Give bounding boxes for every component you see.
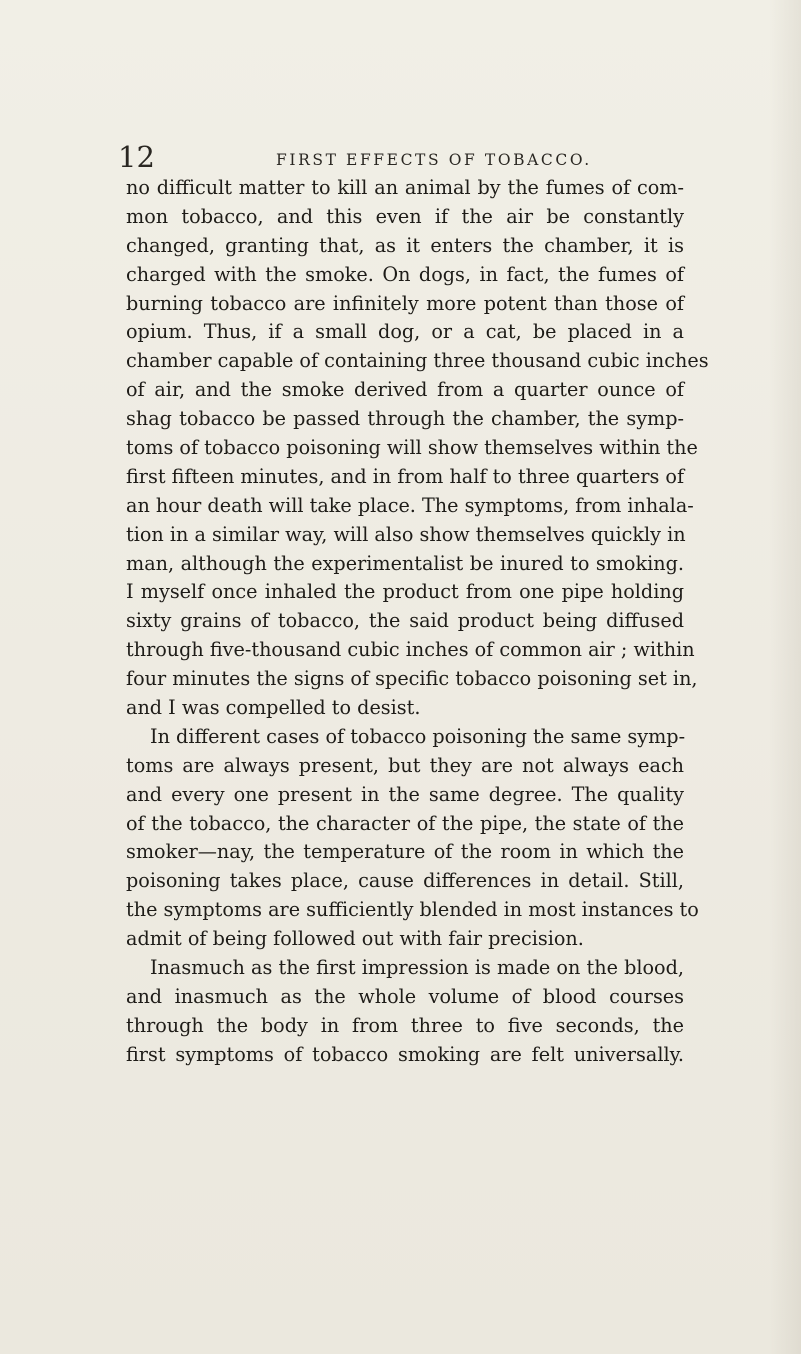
- text-line: I myself once inhaled the product from one pipe holding: [126, 580, 684, 604]
- text-line: mon tobacco, and this even if the air be constantly: [126, 204, 684, 228]
- text-line: poisoning takes place, cause differences in detail. Still,: [126, 869, 684, 893]
- text-line: first symptoms of tobacco smoking are felt universally.: [126, 1042, 684, 1066]
- text-line: charged with the smoke. On dogs, in fact, the fumes of: [126, 262, 684, 286]
- text-line: first fifteen minutes, and in from half to three quarters of: [126, 464, 685, 488]
- running-head: [118, 140, 678, 174]
- text-line: of air, and the smoke derived from a quarter ounce of: [126, 378, 684, 402]
- text-line: man, although the experimentalist be inured to smoking.: [126, 551, 684, 575]
- text-line: toms of tobacco poisoning will show themselves within the: [126, 436, 698, 460]
- text-line: through the body in from three to five seconds, the: [126, 1013, 684, 1037]
- paragraph-start-line: In different cases of tobacco poisoning the same symp-: [150, 724, 686, 748]
- text-line: and every one present in the same degree. The quality: [126, 782, 684, 806]
- text-line: chamber capable of containing three thousand cubic inches: [126, 349, 709, 373]
- text-line: through five-thousand cubic inches of common air ; within: [126, 638, 695, 662]
- text-line: admit of being followed out with fair precision.: [126, 927, 584, 951]
- text-line: sixty grains of tobacco, the said product being diffused: [126, 609, 684, 633]
- running-title: FIRST EFFECTS OF TOBACCO.: [276, 151, 592, 169]
- text-line: toms are always present, but they are not always each: [126, 753, 684, 777]
- text-line: and I was compelled to desist.: [126, 696, 421, 720]
- text-line: no difficult matter to kill an animal by the fumes of com-: [126, 176, 684, 199]
- text-line: burning tobacco are infinitely more potent than those of: [126, 291, 684, 315]
- text-line: of the tobacco, the character of the pipe, the state of the: [126, 811, 684, 835]
- text-line: shag tobacco be passed through the chamber, the symp-: [126, 407, 684, 431]
- page-number: 12: [118, 140, 155, 174]
- text-line: smoker—nay, the temperature of the room in which the: [126, 840, 684, 864]
- text-line: changed, granting that, as it enters the chamber, it is: [126, 233, 684, 257]
- text-line: the symptoms are sufficiently blended in most instances to: [126, 898, 699, 922]
- text-line: four minutes the signs of specific tobacco poisoning set in,: [126, 667, 698, 691]
- text-line: tion in a similar way, will also show themselves quickly in: [126, 522, 686, 546]
- paragraph-start-line: Inasmuch as the first impression is made on the blood,: [150, 956, 684, 980]
- text-line: opium. Thus, if a small dog, or a cat, be placed in a: [126, 320, 684, 344]
- body-text: [126, 174, 709, 1070]
- text-line: and inasmuch as the whole volume of blood courses: [126, 984, 684, 1008]
- text-line: an hour death will take place. The symptoms, from inhala-: [126, 493, 694, 517]
